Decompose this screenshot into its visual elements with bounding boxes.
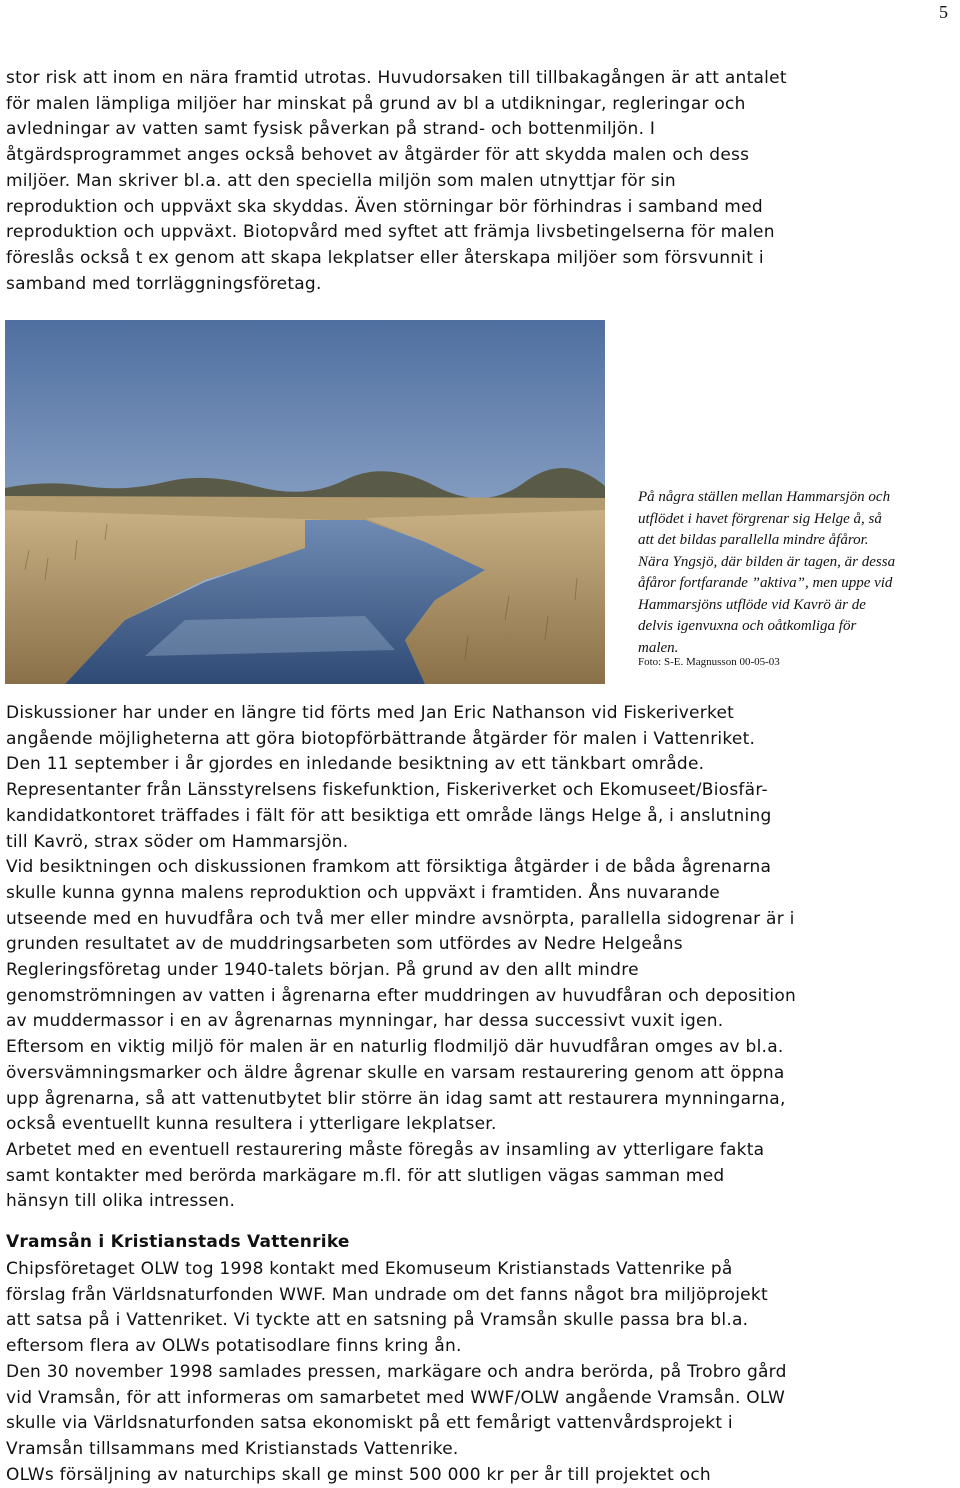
intro-paragraph: stor risk att inom en nära framtid utrotas. Huvudorsaken till tillbakagången är att antalet för malen lämpliga miljöer har minskat på grund av bl a utdikningar, regleringar och avledningar av vatten samt fysisk påverkan på strand- och bottenmiljön. I åtgärdsprogrammet anges också behovet av åtgärder för att skydda malen och dess miljöer. Man skriver bl.a. att den speciella miljön som malen utnyttjar för sin reproduktion och uppväxt ska skyddas. Även störningar bör förhindras i samband med reproduktion och uppväxt. Biotopvård med syftet att främja livsbetingelserna för malen föreslås också t ex genom att skapa lekplatser eller återskapa miljöer som försvunnit i samband med torrläggningsföretag. <box>6 68 787 294</box>
photo-credit: Foto: S-E. Magnusson 00-05-03 <box>638 656 780 668</box>
discussion-paragraph: Diskussioner har under en längre tid förts med Jan Eric Nathanson vid Fiskeriverket angående möjligheterna att göra biotopförbättrande åtgärder för malen i Vattenriket. Den 11 september i år gjordes en inledande besiktning av ett tänkbart område. Representanter från Länsstyrelsens fiskefunktion, Fiskeriverket och Ekomuseet/Biosfär- kandidatkontoret träffades i fält för att besiktiga ett område längs Helge å, i anslutning till Kavrö, strax söder om Hammarsjön. Vid besiktningen och diskussionen framkom att försiktiga åtgärder i de båda ågrenarna skulle kunna gynna malens reproduktion och uppväxt i framtiden. Åns nuvarande utseende med en huvudfåra och två mer eller mindre avsnörpta, parallella sidogrenar är i grunden resultatet av de muddringsarbeten som utfördes av Nedre Helgeåns Regleringsföretag under 1940-talets början. På grund av den allt mindre genomströmningen av vatten i ågrenarna efter muddringen av huvudfåran och deposition av muddermassor i en av ågrenarnas mynningar, har dessa successivt vuxit igen. Eftersom en viktig miljö för malen är en naturlig flodmiljö där huvudfåran omges av bl.a. översvämningsmarker och äldre ågrenar skulle en varsam restaurering genom att öppna upp ågrenarna, så att vattenutbytet blir större än idag samt att restaurera mynningarna, också eventuellt kunna resultera i ytterligare lekplatser. Arbetet med en eventuell restaurering måste föregås av insamling av ytterligare fakta samt kontakter med berörda markägare m.fl. för att slutligen vägas samman med hänsyn till olika intressen. <box>6 703 797 1212</box>
vramsan-paragraph: Chipsföretaget OLW tog 1998 kontakt med Ekomuseum Kristianstads Vattenrike på förslag från Världsnaturfonden WWF. Man undrade om det fanns något bra miljöprojekt att satsa på i Vattenriket. Vi tyckte att en satsning på Vramsån skulle passa bra bl.a. eftersom flera av OLWs potatisodlare finns kring ån. Den 30 november 1998 samlades pressen, markägare och andra berörda, på Trobro gård vid Vramsån, för att informeras om samarbetet med WWF/OLW angående Vramsån. OLW skulle via Världsnaturfonden satsa ekonomiskt på ett femårigt vattenvårdsprojekt i Vramsån tillsammans med Kristianstads Vattenrike. OLWs försäljning av naturchips skall ge minst 500 000 kr per år till projektet och <box>6 1259 787 1485</box>
photo-caption: På några ställen mellan Hammarsjön och utflödet i havet förgrenar sig Helge å, så att det bildas parallella mindre åfåror. Nära Yngsjö, där bilden är tagen, är dessa åfåror fortfarande ”aktiva”, men uppe vid Hammarsjöns utflöde vid Kavrö är de delvis igenvuxna och oåtkomliga för malen. <box>638 489 896 656</box>
page-number: 5 <box>939 2 948 22</box>
section-heading: Vramsån i Kristianstads Vattenrike <box>6 1232 350 1252</box>
river-landscape-photo <box>5 320 605 684</box>
